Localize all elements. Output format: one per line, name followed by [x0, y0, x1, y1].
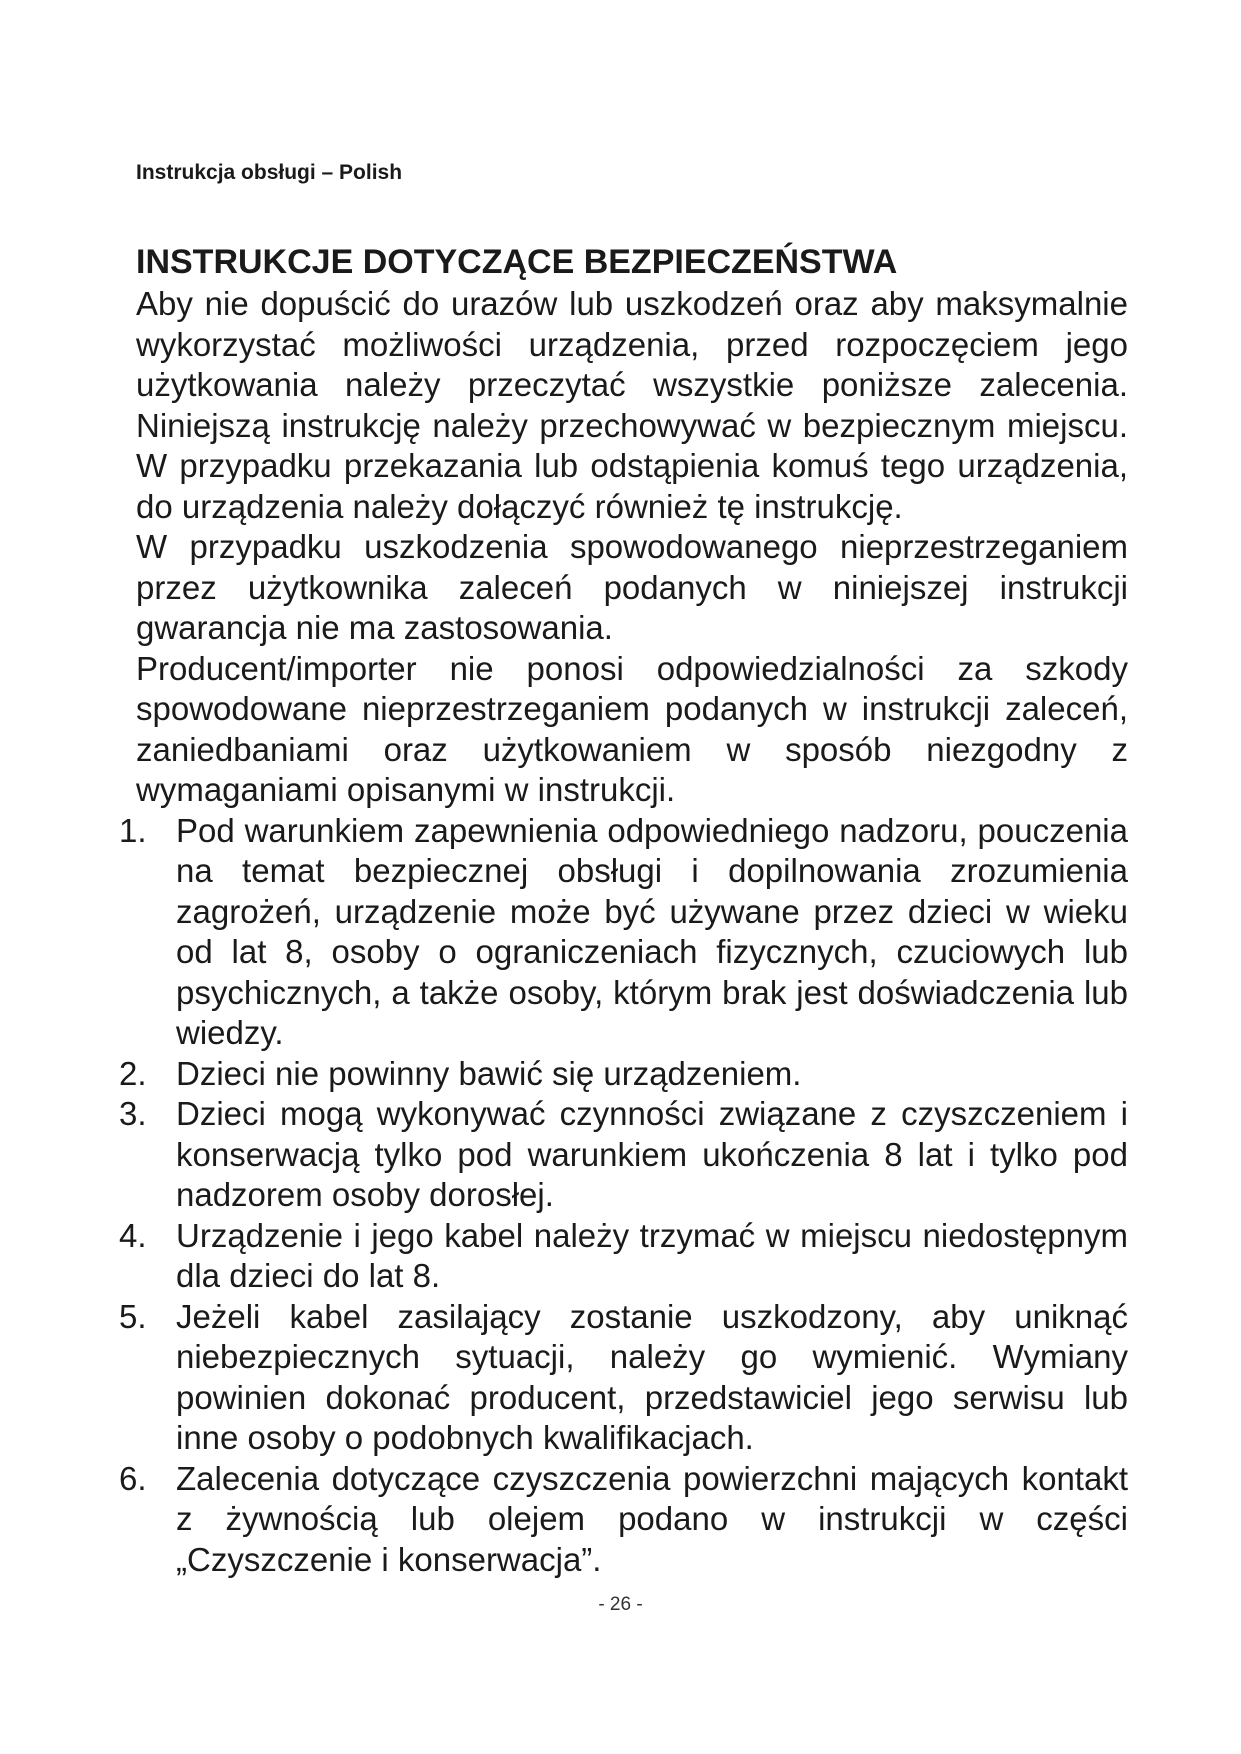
liability-paragraph: Producent/importer nie ponosi odpowiedzialności za szkody spowodowane nieprzestrzeganiem podanych w instrukcji zaleceń, zaniedbaniami oraz użytkowaniem w sposób niezgodny z wymaganiami opisanymi w instrukcji. — [136, 649, 1128, 808]
warranty-paragraph: W przypadku uszkodzenia spowodowanego nieprzestrzeganiem przez użytkownika zaleceń podanych w niniejszej instrukcji gwarancja nie ma zastosowania. — [136, 528, 1128, 646]
list-item — [119, 1216, 1128, 1297]
safety-section — [119, 240, 1128, 1580]
list-item-text: Zalecenia dotyczące czyszczenia powierzchni mających kontakt z żywnością lub olejem podano w instrukcji w części „Czyszczenie i konserwacja”. — [176, 1459, 1128, 1578]
list-item-text: Jeżeli kabel zasilający zostanie uszkodzony, aby uniknąć niebezpiecznych sytuacji, należy go wymienić. Wymiany powinien dokonać producent, przedstawiciel jego serwisu lub inne osoby o podobnych kwalifikacjach. — [176, 1297, 1128, 1456]
list-item — [119, 1054, 1128, 1095]
list-item-number: 5. — [119, 1297, 147, 1335]
safety-list — [119, 811, 1128, 1581]
list-item-number: 6. — [119, 1459, 147, 1497]
list-item-text: Pod warunkiem zapewnienia odpowiedniego nadzoru, pouczenia na temat bezpiecznej obsługi i dopilnowania zrozumienia zagrożeń, urządzenie może być używane przez dzieci w wieku od lat 8, osoby o ograniczeniach fizycznych, czuciowych lub psychicznych, a także osoby, którym brak jest doświadczenia lub wiedzy. — [176, 811, 1128, 1051]
list-item-number: 2. — [119, 1054, 147, 1092]
list-item — [119, 1297, 1128, 1459]
list-item-number: 3. — [119, 1095, 147, 1132]
page-number: - 26 - — [598, 1594, 643, 1615]
running-header: Instrukcja obsługi – Polish — [136, 161, 403, 184]
list-item-text: Dzieci mogą wykonywać czynności związane z czyszczeniem i konserwacją tylko pod warunkiem ukończenia 8 lat i tylko pod nadzorem osoby dorosłej. — [176, 1095, 1128, 1213]
list-item — [119, 1094, 1128, 1216]
list-item-text: Urządzenie i jego kabel należy trzymać w miejscu niedostępnym dla dzieci do lat 8. — [176, 1216, 1128, 1294]
list-item-number: 1. — [119, 811, 147, 849]
list-item — [119, 811, 1128, 1054]
section-title: INSTRUKCJE DOTYCZĄCE BEZPIECZEŃSTWA — [136, 243, 898, 281]
list-item — [119, 1459, 1128, 1581]
intro-paragraph: Aby nie dopuścić do urazów lub uszkodzeń oraz aby maksymalnie wykorzystać możliwości urządzenia, przed rozpoczęciem jego użytkowania należy przeczytać wszystkie poniższe zalecenia. Niniejszą instrukcję należy przechowywać w bezpiecznym miejscu. W przypadku przekazania lub odstąpienia komuś tego urządzenia, do urządzenia należy dołączyć również tę instrukcję. — [136, 285, 1128, 525]
list-item-text: Dzieci nie powinny bawić się urządzeniem. — [176, 1054, 802, 1092]
list-item-number: 4. — [119, 1216, 147, 1254]
